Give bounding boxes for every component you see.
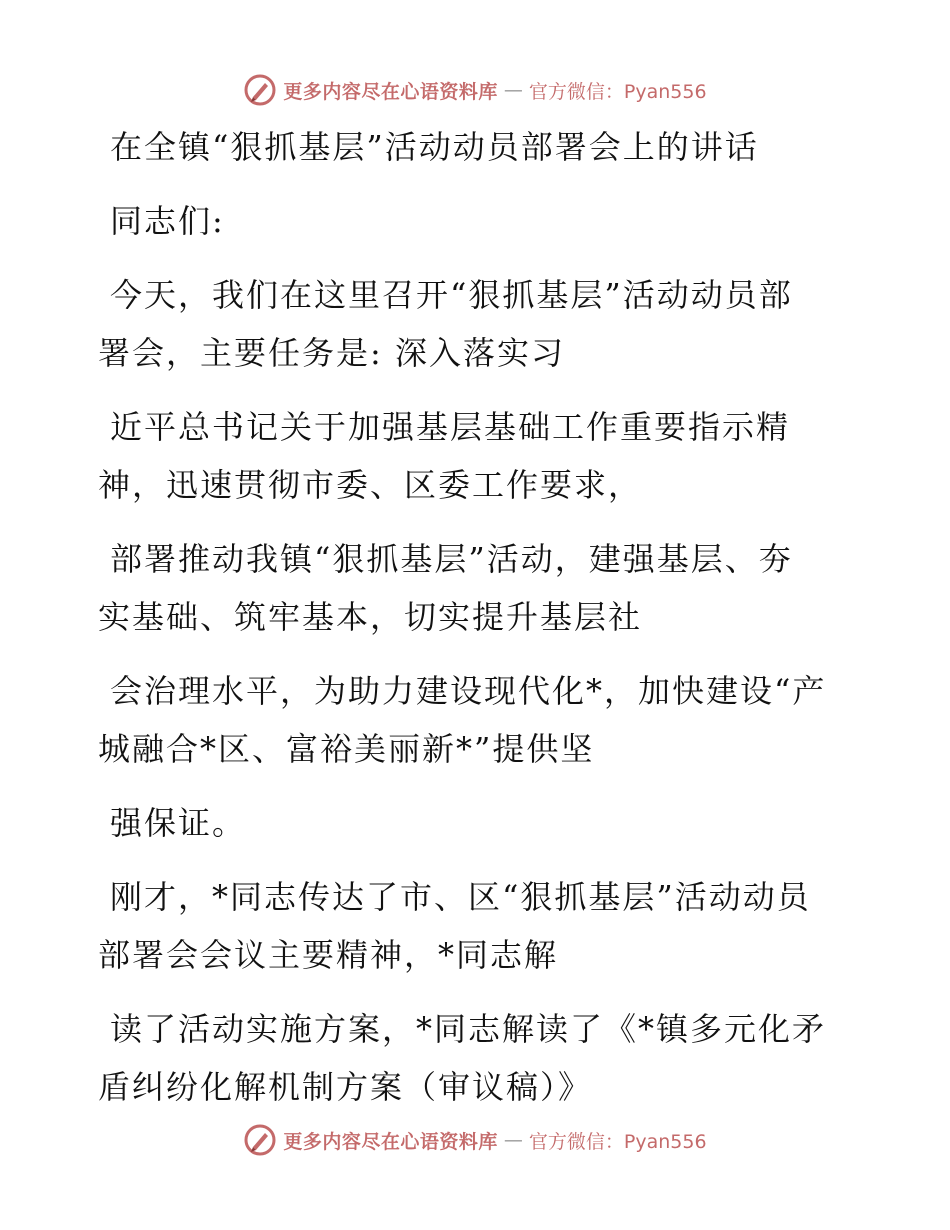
footer-banner [0,1120,950,1160]
pen-logo-icon [243,73,277,107]
paragraph-line: 今天，我们在这里召开“狠抓基层”活动动员部 [110,276,793,314]
banner-separator: — [503,1129,523,1151]
banner-text: 更多内容尽在心语资料库 [283,80,498,103]
pen-logo-icon [243,1123,277,1157]
paragraph-line: 部署推动我镇“狠抓基层”活动，建强基层、夯 [110,540,793,578]
paragraph-line: 署会，主要任务是: 深入落实习 [98,334,565,372]
paragraph-line: 部署会会议主要精神，*同志解 [98,936,559,974]
paragraph-line: 盾纠纷化解机制方案（审议稿）》 [98,1068,593,1106]
banner-contact: 官方微信：Pyan556 [528,1130,707,1153]
paragraph-line: 神，迅速贯彻市委、区委工作要求， [98,466,643,504]
paragraph-line: 会治理水平，为助力建设现代化*，加快建设“产 [110,672,827,710]
banner-separator: — [503,79,523,101]
paragraph-line: 城融合*区、富裕美丽新*”提供坚 [98,730,595,768]
paragraph-line: 强保证。 [110,804,247,842]
salutation: 同志们: [110,202,225,240]
banner-text: 更多内容尽在心语资料库 [283,1130,498,1153]
paragraph-line: 实基础、筑牢基本，切实提升基层社 [98,598,643,636]
header-banner [0,70,950,110]
banner-contact: 官方微信：Pyan556 [528,80,707,103]
document-title: 在全镇“狠抓基层”活动动员部署会上的讲话 [110,128,759,166]
document-body [98,118,858,1116]
paragraph-line: 读了活动实施方案，*同志解读了《*镇多元化矛 [110,1010,827,1048]
paragraph-line: 刚才，*同志传达了市、区“狠抓基层”活动动员 [110,878,811,916]
paragraph-line: 近平总书记关于加强基层基础工作重要指示精 [110,408,791,446]
